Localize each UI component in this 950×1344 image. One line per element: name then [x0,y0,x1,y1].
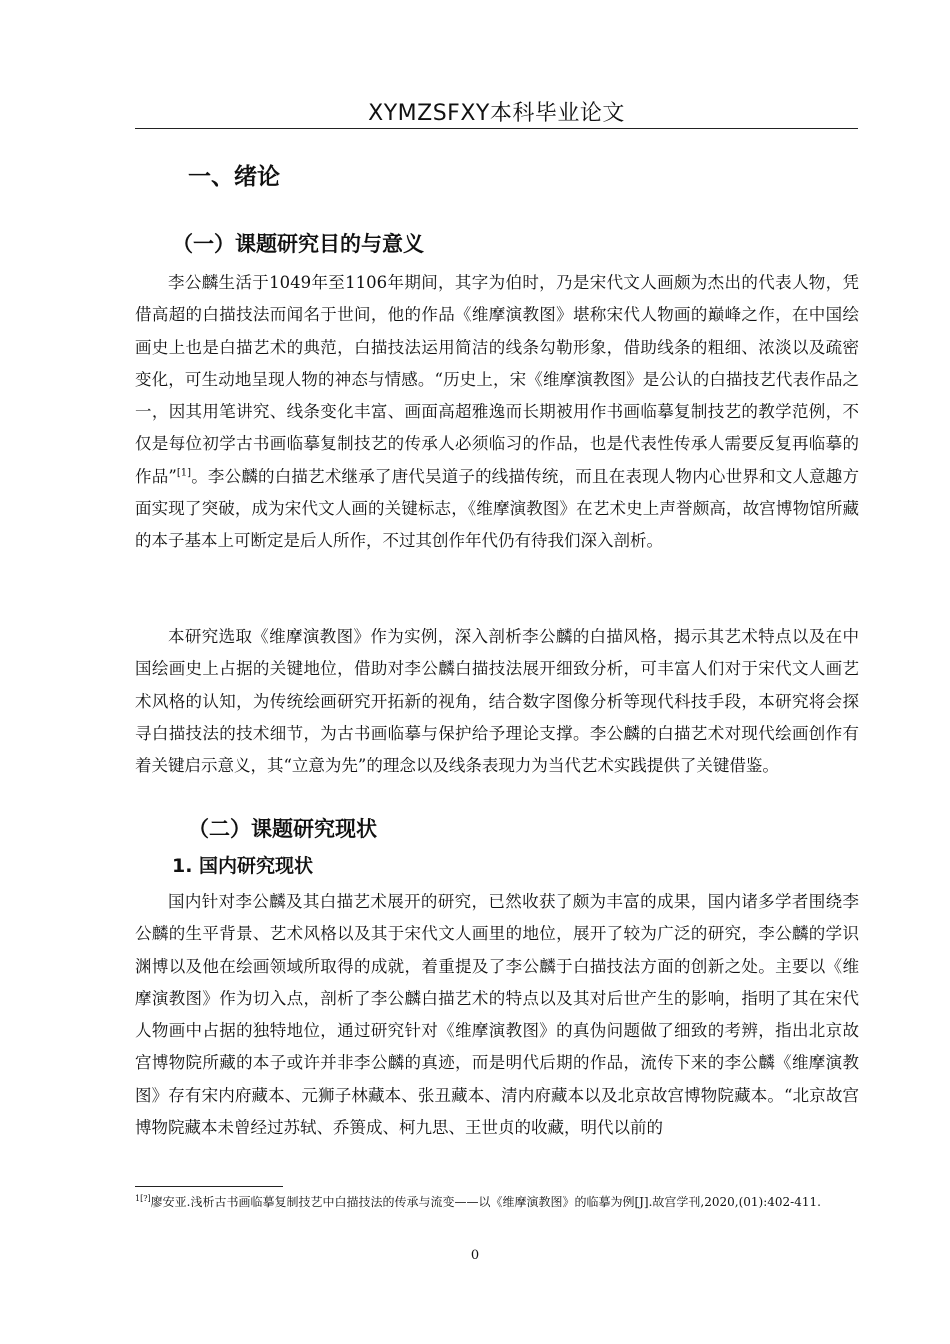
paragraph-1-text-a: 李公麟生活于1049年至1106年期间，其字为伯时，乃是宋代文人画颇为杰出的代表人物，凭借高超的白描技法而闻名于世间，他的作品《维摩演教图》堪称宋代人物画的巅峰之作，在中国绘画史上也是白描艺术的典范，白描技法运用简洁的线条勾勒形象，借助线条的粗细、浓淡以及疏密变化，可生动地呈现人物的神态与情感。“历史上，宋《维摩演教图》是公认的白描技艺代表作品之一，因其用笔讲究、线条变化丰富、画面高超雅逸而长期被用作书画临摹复制技艺的教学范例，不仅是每位初学古书画临摹复制技艺的传承人必须临习的作品，也是代表性传承人需要反复再临摹的作品” [135,273,859,486]
paragraph-1 [135,267,859,558]
subsubsection-title: 1. 国内研究现状 [172,855,314,877]
paragraph-1-text-b: 。李公麟的白描艺术继承了唐代吴道子的线描传统，而且在表现人物内心世界和文人意趣方面实现了突破，成为宋代文人画的关键标志，《维摩演教图》在艺术史上声誉颇高，故宫博物馆所藏的本子基本上可断定是后人所作，不过其创作年代仍有待我们深入剖析。 [135,466,860,551]
footnote-text: 廖安亚.浅析古书画临摹复制技艺中白描技法的传承与流变——以《维摩演教图》的临摹为例[J].故宫学刊,2020,(01):402-411. [150,1195,821,1209]
header-rule [135,128,858,129]
section-title: 一、绪论 [188,164,280,190]
subsection-title-2: （二）课题研究现状 [188,817,377,841]
footnote-rule [135,1186,283,1187]
footnote [135,1194,859,1211]
page-header-title: XYMZSFXY本科毕业论文 [368,101,625,126]
page-number: 0 [470,1248,480,1263]
paragraph-2: 本研究选取《维摩演教图》作为实例，深入剖析李公麟的白描风格，揭示其艺术特点以及在中国绘画史上占据的关键地位，借助对李公麟白描技法展开细致分析，可丰富人们对于宋代文人画艺术风格的认知，为传统绘画研究开拓新的视角，结合数字图像分析等现代科技手段，本研究将会探寻白描技法的技术细节，为古书画临摹与保护给予理论支撑。李公麟的白描艺术对现代绘画创作有着关键启示意义，其“立意为先”的理念以及线条表现力为当代艺术实践提供了关键借鉴。 [135,627,859,776]
citation-ref: [1] [176,467,192,479]
subsection-title-1: （一）课题研究目的与意义 [172,232,424,256]
footnote-marker: 1[?] [135,1194,151,1203]
paragraph-3: 国内针对李公麟及其白描艺术展开的研究，已然收获了颇为丰富的成果，国内诸多学者围绕李公麟的生平背景、艺术风格以及其于宋代文人画里的地位，展开了较为广泛的研究，李公麟的学识渊博以及他在绘画领域所取得的成就，着重提及了李公麟于白描技法方面的创新之处。主要以《维摩演教图》作为切入点，剖析了李公麟白描艺术的特点以及其对后世产生的影响，指明了其在宋代人物画中占据的独特地位，通过研究针对《维摩演教图》的真伪问题做了细致的考辨，指出北京故宫博物院所藏的本子或许并非李公麟的真迹，而是明代后期的作品，流传下来的李公麟《维摩演教图》存有宋内府藏本、元狮子林藏本、张丑藏本、清内府藏本以及北京故宫博物院藏本。“北京故宫博物院藏本未曾经过苏轼、乔篑成、柯九思、王世贞的收藏，明代以前的 [135,892,859,1138]
